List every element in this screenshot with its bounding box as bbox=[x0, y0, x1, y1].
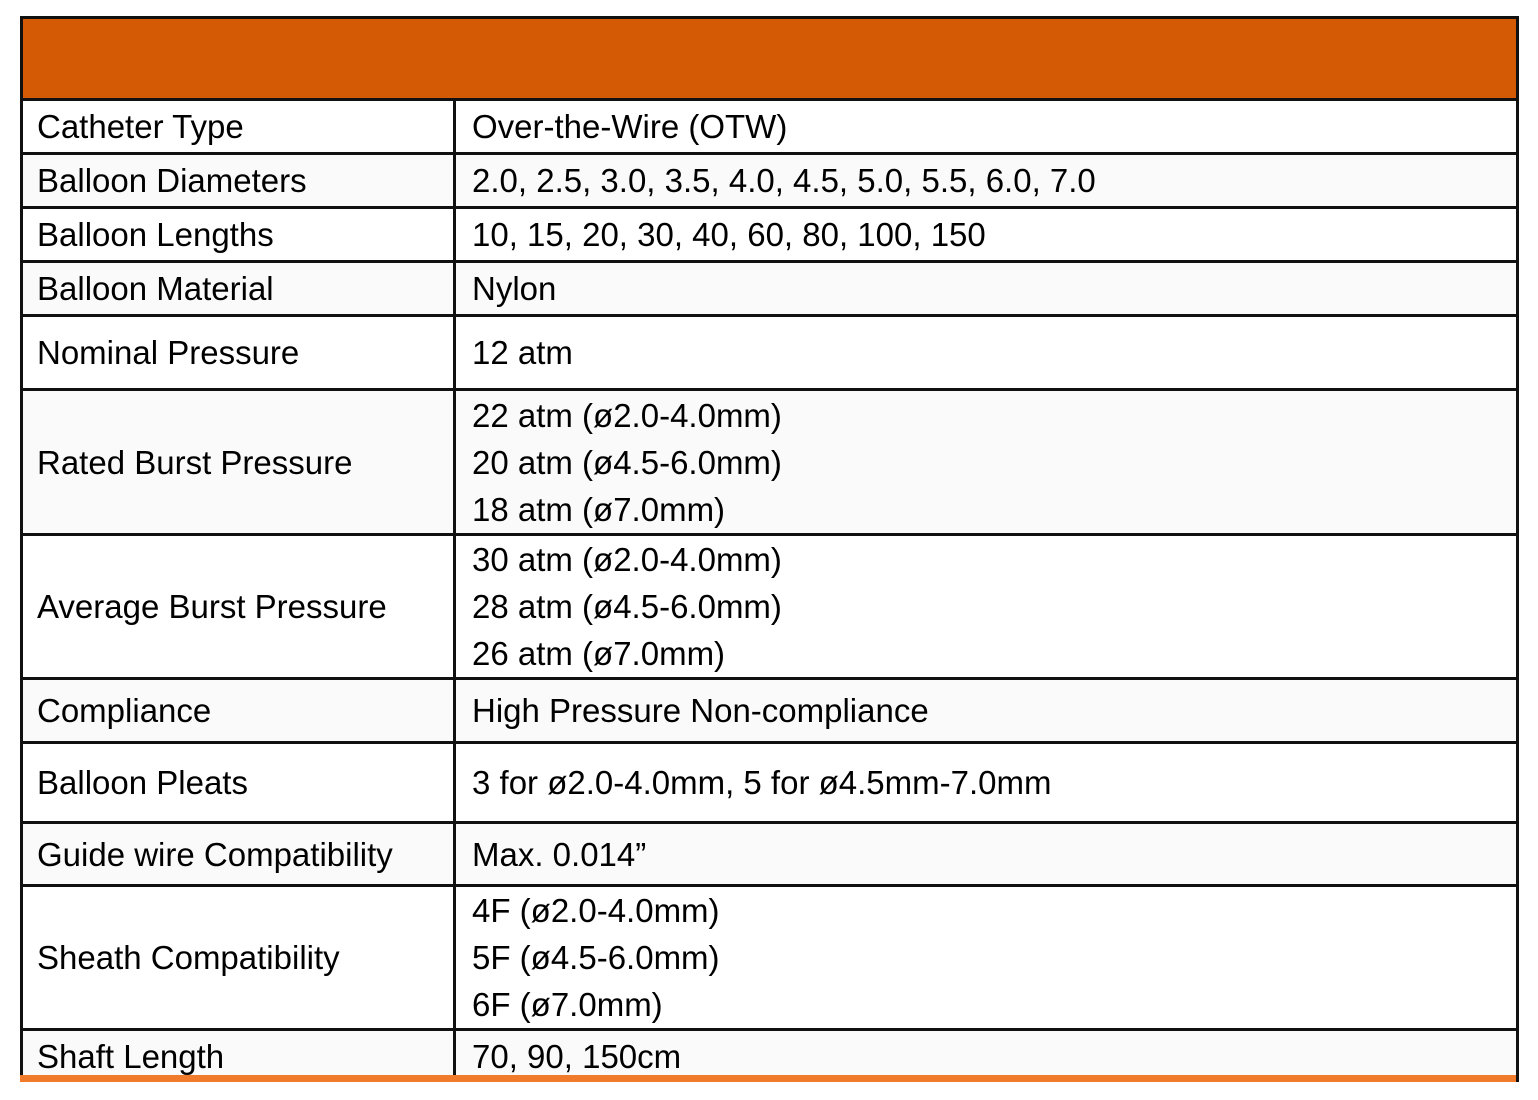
row-value: 12 atm bbox=[455, 316, 1518, 390]
row-value: Nylon bbox=[455, 262, 1518, 316]
row-value: 70, 90, 150cm bbox=[455, 1030, 1518, 1082]
table-row bbox=[22, 390, 1518, 535]
table-row bbox=[22, 154, 1518, 208]
table-row bbox=[22, 208, 1518, 262]
table-row bbox=[22, 262, 1518, 316]
row-label: Shaft Length bbox=[22, 1030, 455, 1082]
table-row bbox=[22, 743, 1518, 823]
table-row bbox=[22, 535, 1518, 679]
table-header-bar bbox=[22, 18, 1518, 100]
row-label: Compliance bbox=[22, 679, 455, 743]
bottom-accent-rule bbox=[20, 1075, 1516, 1082]
header-cell bbox=[22, 18, 1518, 100]
row-label: Balloon Diameters bbox=[22, 154, 455, 208]
row-value: 10, 15, 20, 30, 40, 60, 80, 100, 150 bbox=[455, 208, 1518, 262]
row-label: Balloon Material bbox=[22, 262, 455, 316]
row-label: Catheter Type bbox=[22, 100, 455, 154]
row-label: Sheath Compatibility bbox=[22, 886, 455, 1030]
row-value: 2.0, 2.5, 3.0, 3.5, 4.0, 4.5, 5.0, 5.5, 6.0, 7.0 bbox=[455, 154, 1518, 208]
table-row bbox=[22, 679, 1518, 743]
specifications-table bbox=[20, 16, 1519, 1082]
row-value: High Pressure Non-compliance bbox=[455, 679, 1518, 743]
row-label: Balloon Lengths bbox=[22, 208, 455, 262]
table-row bbox=[22, 823, 1518, 886]
row-label: Average Burst Pressure bbox=[22, 535, 455, 679]
table-row bbox=[22, 1030, 1518, 1082]
row-value: 4F (ø2.0-4.0mm) 5F (ø4.5-6.0mm) 6F (ø7.0mm) bbox=[455, 886, 1518, 1030]
row-value: 22 atm (ø2.0-4.0mm) 20 atm (ø4.5-6.0mm) 18 atm (ø7.0mm) bbox=[455, 390, 1518, 535]
row-label: Rated Burst Pressure bbox=[22, 390, 455, 535]
row-label: Balloon Pleats bbox=[22, 743, 455, 823]
table-row bbox=[22, 886, 1518, 1030]
row-value: 3 for ø2.0-4.0mm, 5 for ø4.5mm-7.0mm bbox=[455, 743, 1518, 823]
table-row bbox=[22, 316, 1518, 390]
row-value: Max. 0.014” bbox=[455, 823, 1518, 886]
row-label: Nominal Pressure bbox=[22, 316, 455, 390]
row-value: 30 atm (ø2.0-4.0mm) 28 atm (ø4.5-6.0mm) 26 atm (ø7.0mm) bbox=[455, 535, 1518, 679]
row-value: Over-the-Wire (OTW) bbox=[455, 100, 1518, 154]
row-label: Guide wire Compatibility bbox=[22, 823, 455, 886]
table-row bbox=[22, 100, 1518, 154]
